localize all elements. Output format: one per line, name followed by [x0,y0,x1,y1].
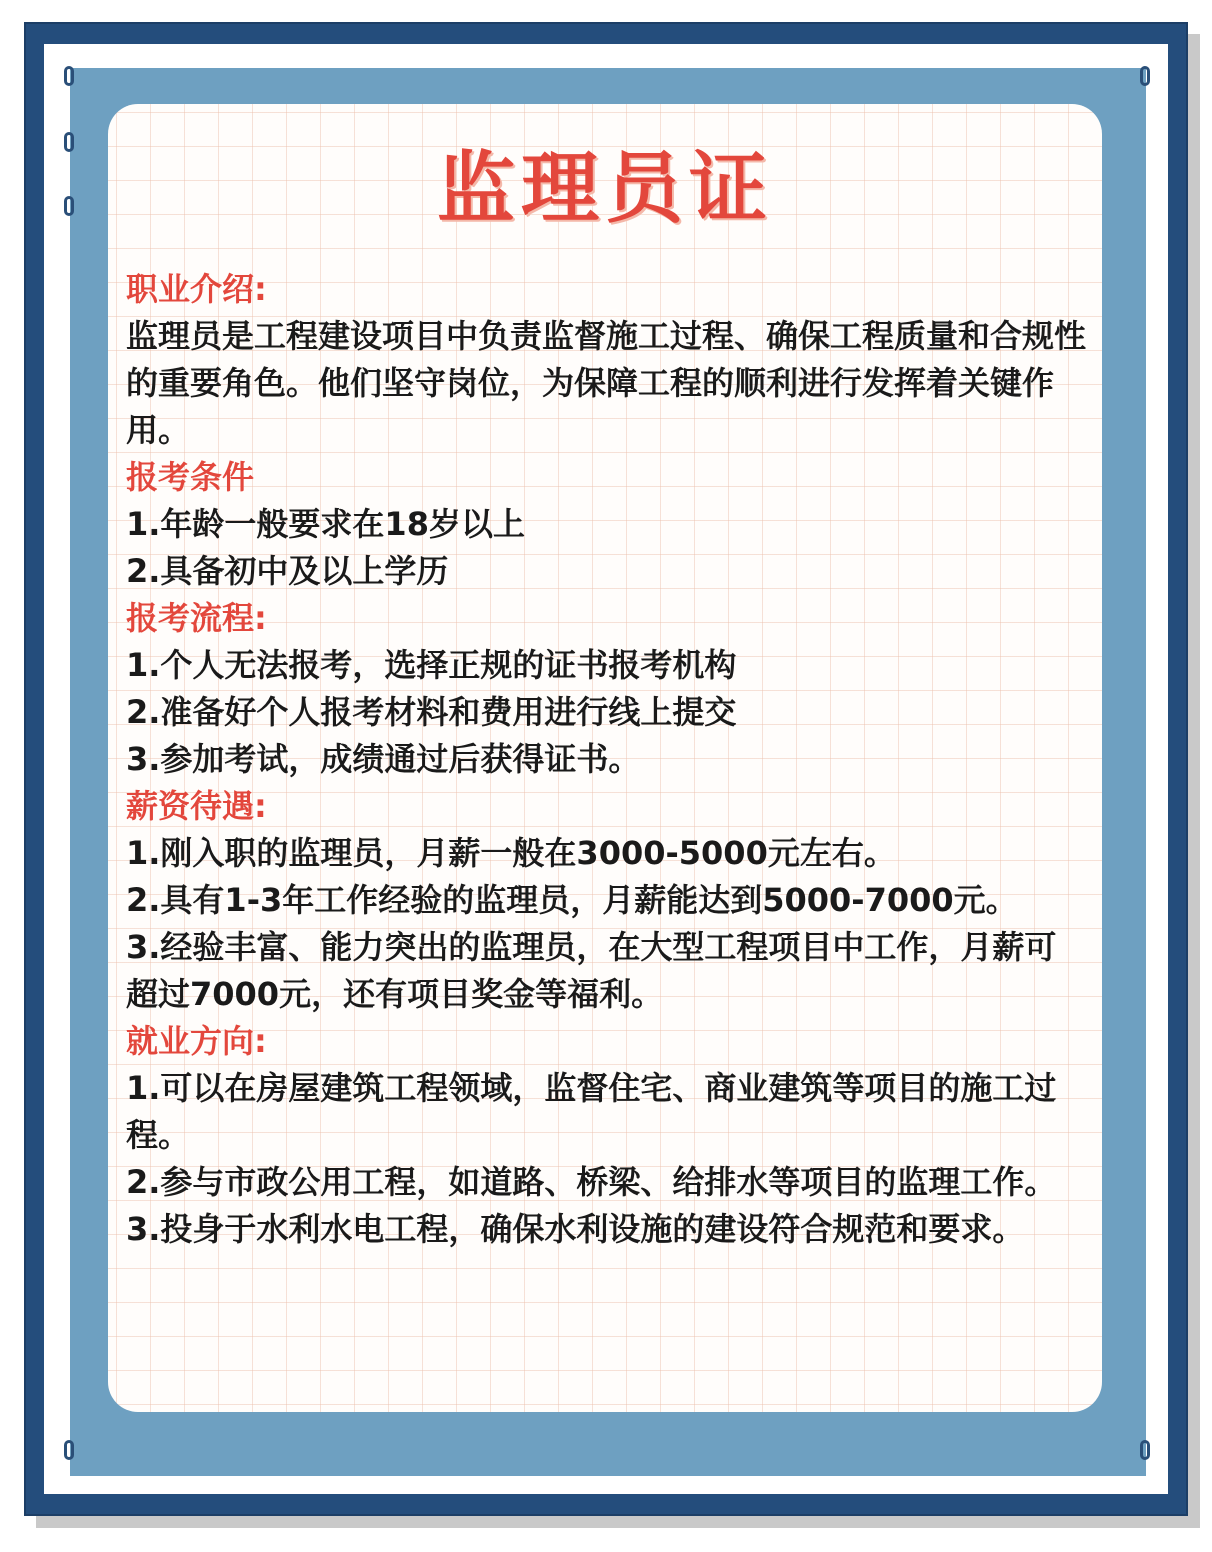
list-item: 1.年龄一般要求在18岁以上 [126,505,525,543]
section-employment [126,1018,1086,1253]
section-heading: 报考条件 [126,458,255,496]
section-paragraph: 监理员是工程建设项目中负责监督施工过程、确保工程质量和合规性的重要角色。他们坚守岗位，为保障工程的顺利进行发挥着关键作用。 [126,317,1087,449]
section-salary [126,783,1086,1018]
binder-ring-icon [1140,66,1150,86]
list-item: 2.准备好个人报考材料和费用进行线上提交 [126,693,737,731]
section-heading: 就业方向: [126,1022,267,1060]
grid-paper-card [108,104,1102,1412]
list-item: 3.参加考试，成绩通过后获得证书。 [126,740,641,778]
section-career-intro [126,266,1086,454]
section-heading: 报考流程: [126,599,267,637]
binder-ring-icon [64,196,74,216]
page-title: 监理员证 [436,144,773,234]
list-item: 2.参与市政公用工程，如道路、桥梁、给排水等项目的监理工作。 [126,1163,1057,1201]
list-item: 2.具备初中及以上学历 [126,552,449,590]
binder-ring-icon [64,66,74,86]
list-item: 1.个人无法报考，选择正规的证书报考机构 [126,646,737,684]
list-item: 3.投身于水利水电工程，确保水利设施的建设符合规范和要求。 [126,1210,1025,1248]
list-item: 3.经验丰富、能力突出的监理员，在大型工程项目中工作，月薪可超过7000元，还有项目奖金等福利。 [126,928,1057,1013]
section-heading: 职业介绍: [126,270,267,308]
binder-ring-icon [64,1440,74,1460]
list-item: 1.可以在房屋建筑工程领域，监督住宅、商业建筑等项目的施工过程。 [126,1069,1057,1154]
binder-ring-icon [1140,1440,1150,1460]
section-process [126,595,1086,783]
list-item: 1.刚入职的监理员，月薪一般在3000-5000元左右。 [126,834,896,872]
content-body [126,266,1086,1253]
section-requirements [126,454,1086,595]
binder-ring-icon [64,132,74,152]
list-item: 2.具有1-3年工作经验的监理员，月薪能达到5000-7000元。 [126,881,1018,919]
section-heading: 薪资待遇: [126,787,267,825]
